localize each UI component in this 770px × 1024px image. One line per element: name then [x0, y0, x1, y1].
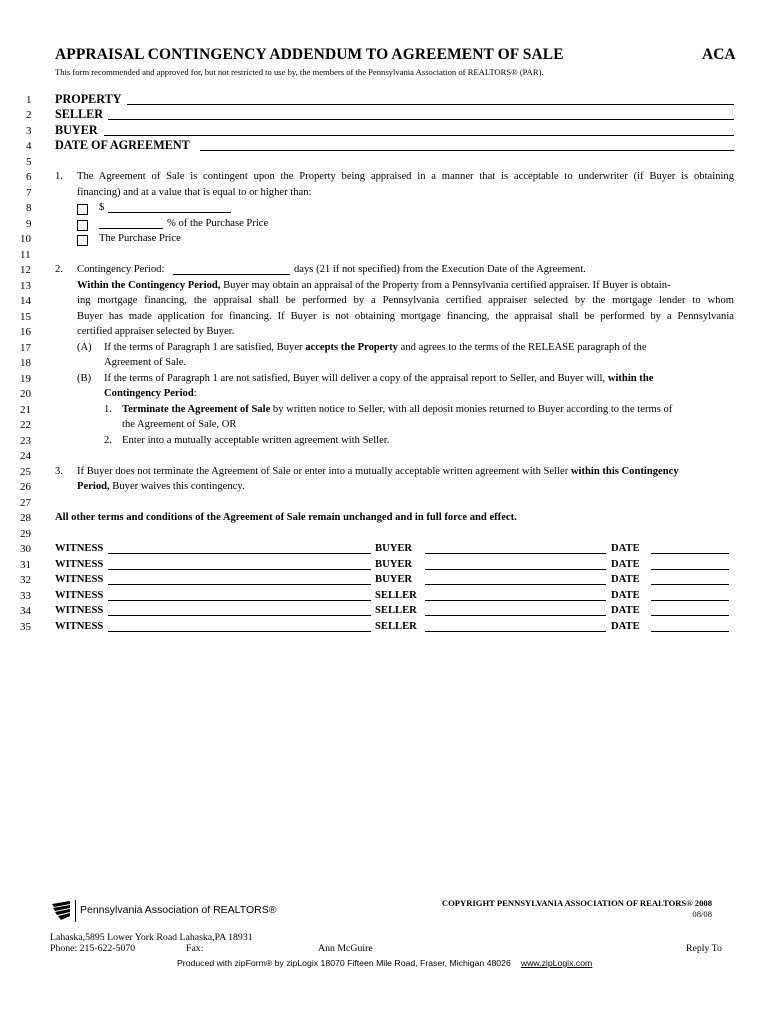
date-label: DATE: [611, 559, 640, 570]
line-15: [0, 309, 770, 324]
line-number: 20: [20, 388, 31, 400]
line-number: 8: [26, 202, 32, 214]
line-number: 5: [26, 156, 32, 168]
line-4: [0, 138, 770, 153]
line-number: 27: [20, 497, 31, 509]
line-number: 9: [26, 218, 32, 230]
option-number: 2.: [104, 435, 112, 446]
line-18: [0, 355, 770, 370]
date-field[interactable]: [651, 543, 729, 554]
produced-by-line: [177, 958, 592, 968]
line-number: 23: [20, 435, 31, 447]
line-number: 13: [20, 280, 31, 292]
line-number: 24: [20, 450, 31, 462]
date-of-agreement-field[interactable]: [200, 140, 734, 151]
signature-row: [0, 572, 770, 587]
option-2-text: Enter into a mutually acceptable written agreement with Seller.: [122, 435, 390, 446]
para2-text: certified appraiser selected by Buyer.: [77, 326, 235, 337]
line-number: 3: [26, 125, 32, 137]
bold-text: Within the Contingency Period,: [77, 280, 221, 291]
party-signature-field[interactable]: [425, 605, 606, 616]
line-number: 21: [20, 404, 31, 416]
date-label: DATE: [611, 543, 640, 554]
signature-row: [0, 541, 770, 556]
line-number: 10: [20, 233, 31, 245]
logo-divider: [75, 900, 76, 922]
paragraph-number: 3.: [55, 466, 63, 477]
logo-text: Pennsylvania Association of REALTORS®: [80, 904, 277, 916]
line-8: [0, 200, 770, 215]
line-14: [0, 293, 770, 308]
line-21: [0, 402, 770, 417]
line-2: [0, 107, 770, 122]
text-segment: and agrees to the terms of the RELEASE paragraph of the: [397, 342, 647, 353]
witness-signature-field[interactable]: [108, 605, 371, 616]
witness-signature-field[interactable]: [108, 621, 371, 632]
witness-label: WITNESS: [55, 590, 104, 601]
party-label: SELLER: [375, 605, 417, 616]
text-segment: by written notice to Seller, with all deposit monies returned to Buyer according to the terms of: [270, 404, 673, 415]
line-3: [0, 123, 770, 138]
para3-text: [77, 481, 245, 492]
para3-text: [77, 466, 734, 477]
line-17: [0, 340, 770, 355]
line-number: 30: [20, 543, 31, 555]
para2-text: ing mortgage financing, the appraisal shall be performed by a Pennsylvania certified appraiser selected by the mortgage lender to whom: [77, 295, 734, 306]
para2-text: Buyer has made application for financing. If Buyer is not obtaining mortgage financing, the appraisal shall be performed by a Pennsylvania: [77, 311, 734, 322]
date-field[interactable]: [651, 590, 729, 601]
property-label: PROPERTY: [55, 92, 122, 106]
line-number: 31: [20, 559, 31, 571]
subparagraph-a-text: Agreement of Sale.: [104, 357, 187, 368]
buyer-field[interactable]: [104, 125, 734, 136]
witness-label: WITNESS: [55, 543, 104, 554]
line-23: [0, 433, 770, 448]
contingency-period-text: days (21 if not specified) from the Execution Date of the Agreement.: [294, 264, 586, 275]
party-signature-field[interactable]: [425, 590, 606, 601]
party-label: BUYER: [375, 543, 413, 554]
subparagraph-b-text: [104, 373, 734, 384]
line-number: 28: [20, 512, 31, 524]
witness-label: WITNESS: [55, 621, 104, 632]
line-5: [0, 154, 770, 169]
party-signature-field[interactable]: [425, 621, 606, 632]
date-label: DATE: [611, 621, 640, 632]
line-6: [0, 169, 770, 184]
copyright-notice: COPYRIGHT PENNSYLVANIA ASSOCIATION OF REALTORS® 2008: [441, 898, 712, 908]
line-number: 14: [20, 295, 31, 307]
party-label: BUYER: [375, 574, 413, 585]
party-signature-field[interactable]: [425, 559, 606, 570]
line-29: [0, 526, 770, 541]
date-field[interactable]: [651, 605, 729, 616]
revision-code: 08/08: [692, 909, 712, 919]
contingency-period-label: Contingency Period:: [77, 264, 165, 275]
line-7: [0, 185, 770, 200]
seller-field[interactable]: [108, 109, 734, 120]
party-label: SELLER: [375, 621, 417, 632]
party-label: SELLER: [375, 590, 417, 601]
date-label: DATE: [611, 590, 640, 601]
line-number: 34: [20, 605, 31, 617]
property-field[interactable]: [127, 94, 734, 105]
line-number: 19: [20, 373, 31, 385]
percent-label: % of the Purchase Price: [167, 218, 269, 229]
line-number: 33: [20, 590, 31, 602]
line-25: [0, 464, 770, 479]
party-signature-field[interactable]: [425, 574, 606, 585]
line-number: 25: [20, 466, 31, 478]
witness-label: WITNESS: [55, 574, 104, 585]
buyer-label: BUYER: [55, 123, 98, 137]
line-number: 11: [20, 249, 31, 261]
para1-text: The Agreement of Sale is contingent upon the Property being appraised in a manner that is acceptable to underwriter (if Buyer is obtaining: [77, 171, 734, 182]
party-signature-field[interactable]: [425, 543, 606, 554]
line-number: 6: [26, 171, 32, 183]
general-terms-statement: All other terms and conditions of the Agreement of Sale remain unchanged and in full force and effect.: [55, 512, 517, 523]
line-number: 15: [20, 311, 31, 323]
paragraph-number: 2.: [55, 264, 63, 275]
office-phone: Phone: 215-622-5070: [50, 943, 136, 954]
line-number: 17: [20, 342, 31, 354]
bold-text: accepts the Property: [305, 342, 398, 353]
line-number: 7: [26, 187, 32, 199]
text-segment: :: [193, 388, 197, 399]
line-13: [0, 278, 770, 293]
line-number: 26: [20, 481, 31, 493]
office-address: Lahaska,5895 Lower York Road Lahaska,PA 18931: [50, 932, 253, 943]
bold-text: Terminate the Agreement of Sale: [122, 404, 271, 415]
form-subtitle: This form recommended and approved for, but not restricted to use by, the members of the Pennsylvania Association of REALTORS® (PAR).: [55, 67, 544, 77]
contingency-days-field[interactable]: [173, 264, 290, 275]
line-number: 2: [26, 109, 32, 121]
witness-label: WITNESS: [55, 605, 104, 616]
para1-text: financing) and at a value that is equal to or higher than:: [77, 187, 312, 198]
witness-signature-field[interactable]: [108, 590, 371, 601]
witness-signature-field[interactable]: [108, 559, 371, 570]
line-number: 35: [20, 621, 31, 633]
line-28: [0, 510, 770, 525]
date-of-agreement-label: DATE OF AGREEMENT: [55, 138, 190, 152]
reply-to-label: Reply To: [686, 943, 722, 954]
line-22: [0, 417, 770, 432]
line-number: 18: [20, 357, 31, 369]
line-number: 1: [26, 94, 32, 106]
form-code: ACA: [702, 46, 736, 63]
witness-label: WITNESS: [55, 559, 104, 570]
paragraph-number: 1.: [55, 171, 63, 182]
purchase-price-label: The Purchase Price: [99, 233, 181, 244]
bold-text: within the: [607, 373, 654, 384]
line-number: 12: [20, 264, 31, 276]
subparagraph-a-text: [104, 342, 734, 353]
signature-row: [0, 619, 770, 634]
line-11: [0, 247, 770, 262]
seller-label: SELLER: [55, 107, 104, 121]
dollar-amount-field[interactable]: [108, 202, 231, 213]
subparagraph-b-text: [104, 388, 197, 399]
agent-name: Ann McGuire: [318, 943, 373, 954]
subparagraph-label: (A): [77, 342, 92, 353]
produced-text: Produced with zipForm® by zipLogix 18070 Fifteen Mile Road, Fraser, Michigan 48026: [177, 958, 511, 968]
line-number: 4: [26, 140, 32, 152]
ziplogix-website-link[interactable]: www.zipLogix.com: [520, 958, 593, 968]
line-20: [0, 386, 770, 401]
date-field[interactable]: [651, 574, 729, 585]
line-19: [0, 371, 770, 386]
line-number: 22: [20, 419, 31, 431]
subparagraph-label: (B): [77, 373, 92, 384]
witness-signature-field[interactable]: [108, 574, 371, 585]
signature-row: [0, 588, 770, 603]
realtors-logo-icon: [50, 900, 72, 922]
dollar-sign: $: [99, 202, 105, 213]
bold-text: Contingency Period: [104, 388, 194, 399]
line-1: [0, 92, 770, 107]
line-16: [0, 324, 770, 339]
text-segment: If the terms of Paragraph 1 are not satisfied, Buyer will deliver a copy of the appraisal report to Seller, and Buyer will,: [104, 373, 608, 384]
bold-text: within this Contingency: [570, 466, 679, 477]
line-number: 32: [20, 574, 31, 586]
signature-row: [0, 557, 770, 572]
witness-signature-field[interactable]: [108, 543, 371, 554]
text-segment: If the terms of Paragraph 1 are satisfied, Buyer: [104, 342, 306, 353]
line-26: [0, 479, 770, 494]
date-label: DATE: [611, 605, 640, 616]
party-label: BUYER: [375, 559, 413, 570]
signature-row: [0, 603, 770, 618]
form-title: APPRAISAL CONTINGENCY ADDENDUM TO AGREEMENT OF SALE: [55, 46, 564, 63]
date-field[interactable]: [651, 559, 729, 570]
bold-text: Period,: [77, 481, 110, 492]
line-24: [0, 448, 770, 463]
percent-checkbox[interactable]: [77, 220, 88, 231]
text-segment: If Buyer does not terminate the Agreement of Sale or enter into a mutually acceptable written agreement with Seller: [77, 466, 571, 477]
dollar-amount-checkbox[interactable]: [77, 204, 88, 215]
line-9: [0, 216, 770, 231]
purchase-price-checkbox[interactable]: [77, 235, 88, 246]
date-label: DATE: [611, 574, 640, 585]
para2-text-rest: Buyer may obtain an appraisal of the Property from a Pennsylvania certified appraiser. If Buyer is obtain-: [220, 280, 671, 291]
line-number: 29: [20, 528, 31, 540]
date-field[interactable]: [651, 621, 729, 632]
text-segment: Buyer waives this contingency.: [109, 481, 245, 492]
para2-text: [77, 280, 734, 291]
line-12: [0, 262, 770, 277]
option-1-text: [122, 404, 734, 415]
line-number: 16: [20, 326, 31, 338]
line-27: [0, 495, 770, 510]
option-1-text: the Agreement of Sale, OR: [122, 419, 237, 430]
office-fax: Fax:: [186, 943, 204, 954]
option-number: 1.: [104, 404, 112, 415]
percent-field[interactable]: [99, 218, 163, 229]
line-10: [0, 231, 770, 246]
